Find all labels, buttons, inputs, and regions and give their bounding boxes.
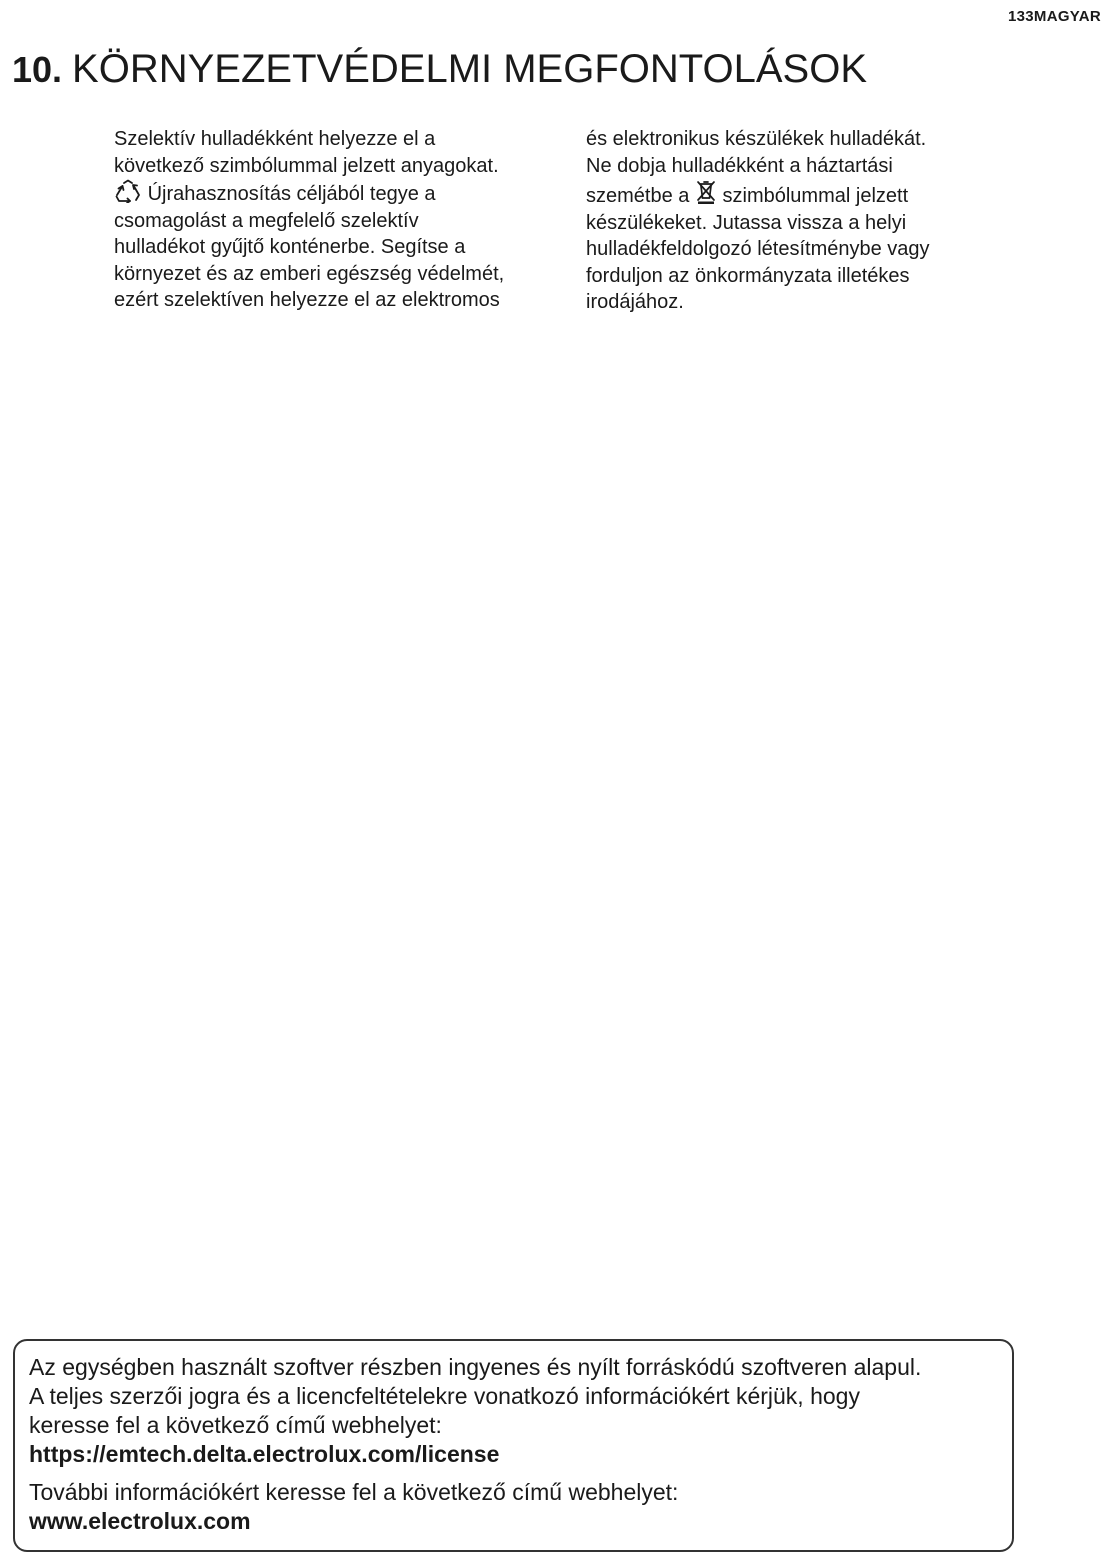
recycle-icon — [114, 179, 142, 203]
notice-line-5: További információkért keresse fel a következő című webhelyet: — [29, 1479, 679, 1505]
right-line-3-text-a: szemétbe a — [586, 185, 690, 207]
left-line-3-text: Újrahasznosítás céljából tegye a — [147, 183, 436, 205]
right-line-6: forduljon az önkormányzata illetékes — [586, 264, 910, 287]
left-line-6: környezet és az emberi egészség védelmét, — [114, 262, 505, 285]
right-line-5: hulladékfeldolgozó létesítménybe vagy — [586, 238, 930, 260]
software-license-notice — [13, 1339, 1014, 1552]
right-line-3-text-b: szimbólummal jelzett — [722, 185, 909, 207]
crossed-out-bin-icon — [695, 179, 717, 205]
left-line-1: Szelektív hulladékként helyezze el a — [114, 128, 436, 150]
right-line-7: irodájához. — [586, 291, 684, 313]
section-title — [12, 46, 867, 93]
right-line-1: és elektronikus készülékek hulladékát. — [586, 128, 927, 150]
section-number: 10. — [12, 49, 63, 90]
notice-line-2: A teljes szerzői jogra és a licencfeltételekre vonatkozó információkért kérjük, hogy — [29, 1383, 860, 1409]
website-url-link[interactable]: www.electrolux.com — [29, 1508, 251, 1534]
left-line-4: csomagolást a megfelelő szelektív — [114, 209, 419, 232]
right-line-4: készülékeket. Jutassa vissza a helyi — [586, 211, 907, 234]
section-title-text: KÖRNYEZETVÉDELMI MEGFONTOLÁSOK — [72, 47, 868, 91]
left-line-5: hulladékot gyűjtő konténerbe. Segítse a — [114, 236, 466, 258]
left-line-3 — [114, 179, 564, 208]
notice-line-1: Az egységben használt szoftver részben ingyenes és nyílt forráskódú szoftveren alapul. — [29, 1354, 922, 1380]
license-url-link[interactable]: https://emtech.delta.electrolux.com/license — [29, 1441, 500, 1467]
left-line-2: következő szimbólummal jelzett anyagokat. — [114, 154, 499, 177]
right-column — [586, 126, 1006, 316]
notice-line-3: keresse fel a következő című webhelyet: — [29, 1412, 442, 1438]
left-column — [114, 126, 564, 314]
right-line-3 — [586, 179, 1006, 210]
right-line-2: Ne dobja hulladékként a háztartási — [586, 154, 893, 177]
page-header: 133MAGYAR — [1007, 8, 1101, 25]
left-line-7: ezért szelektíven helyezze el az elektromos — [114, 289, 500, 311]
